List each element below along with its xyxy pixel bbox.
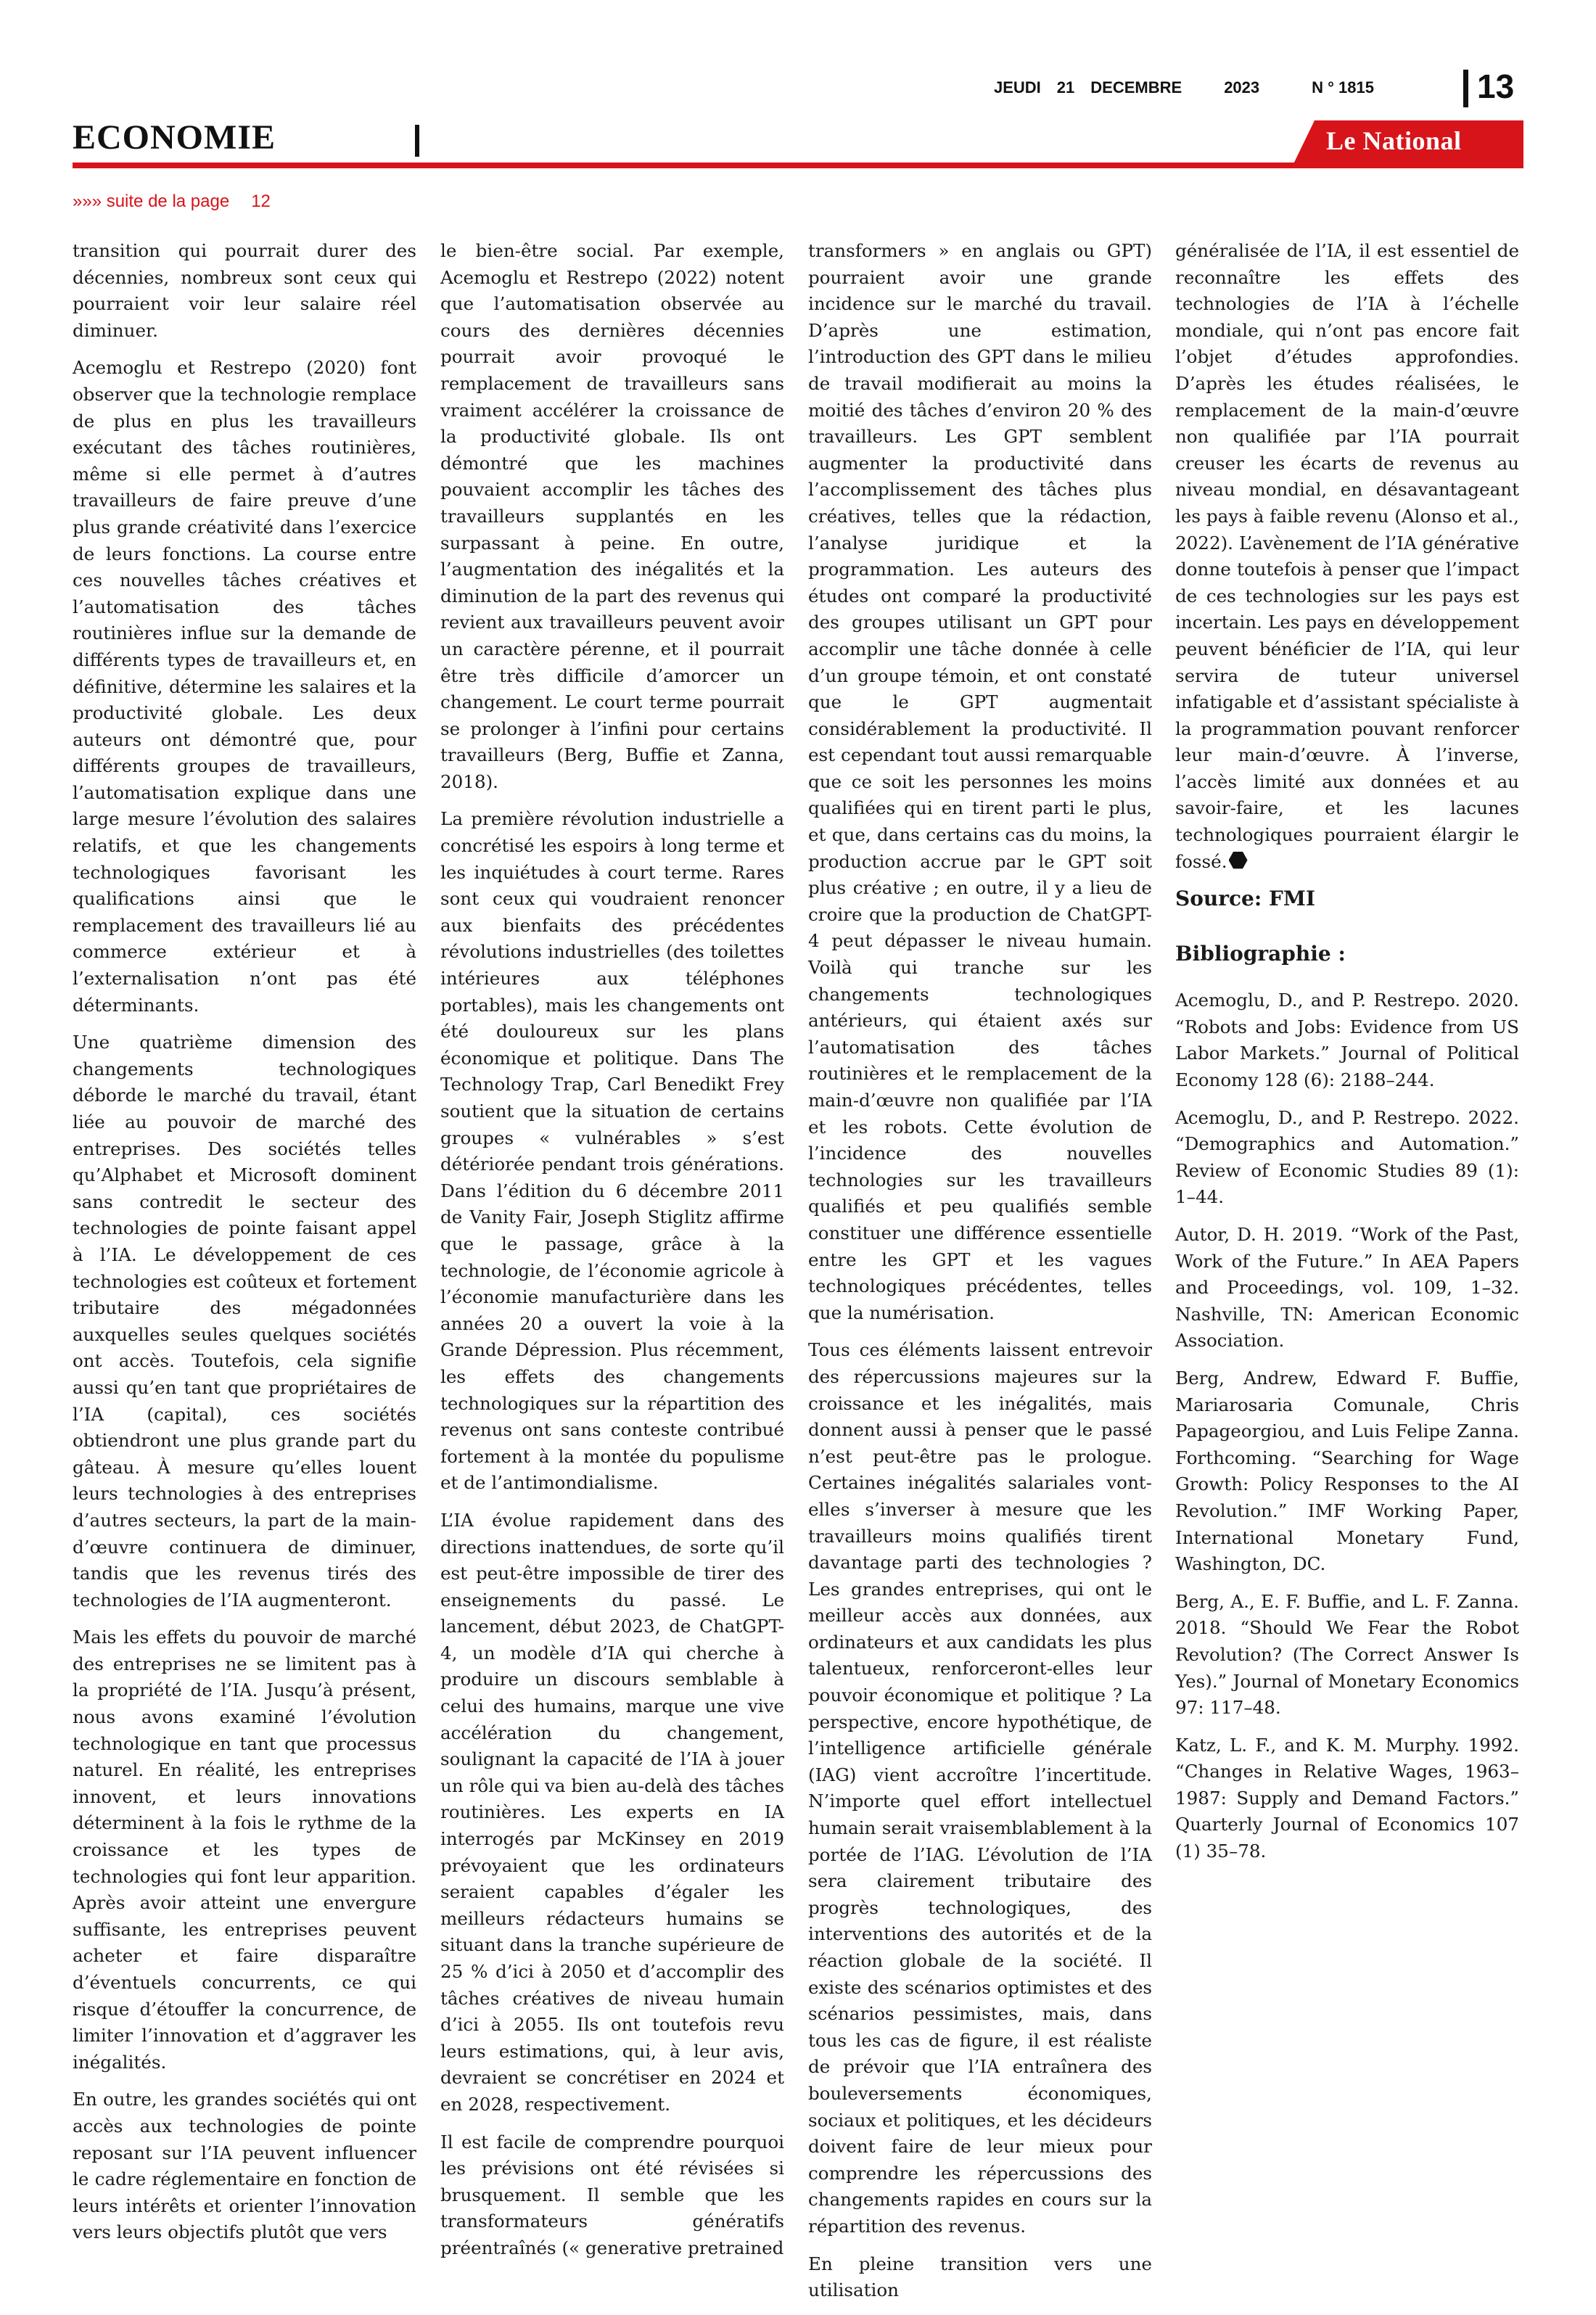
paragraph: le bien-être social. Par exemple, Acemoglu et Restrepo (2022) notent que l’automatisation observée au cours des dernières décennies pourrait avoir provoqué le remplacement de travailleurs sans vraiment accélérer la croissance de la productivité globale. Ils ont démontré que les machines pouvaient accomplir les tâches des travailleurs supplantés en les surpassant à peine. En outre, l’augmentation des inégalités et la diminution de la part des revenus qui revient aux travailleurs peuvent avoir un caractère pérenne, et il pourrait être très difficile d’amorcer un changement. Le court terme pourrait se prolonger à l’infini pour certains travailleurs (Berg, Buffie et Zanna, 2018). xyxy=(440,240,784,792)
issue-month: DECEMBRE xyxy=(1090,78,1182,96)
paragraph: Il est facile de comprendre pourquoi les prévisions ont été révisées si brusquement. Il semble que les transformateurs génératifs préentraînés (« generative pretrained xyxy=(440,2131,784,2258)
bibliography-heading: Bibliographie : xyxy=(1175,942,1346,966)
section-title: ECONOMIE xyxy=(73,118,276,157)
bibliography-list xyxy=(1175,987,1519,1864)
paragraph: transition qui pourrait durer des décennies, nombreux sont ceux qui pourraient voir leur salaire réel diminuer. xyxy=(73,240,416,341)
end-of-article-icon xyxy=(1229,851,1248,870)
bibliography-entry: Autor, D. H. 2019. “Work of the Past, Work of the Future.” In AEA Papers and Proceedings, vol. 109, 1–32. Nashville, TN: American Economic Association. xyxy=(1175,1224,1519,1352)
issue-number: N ° 1815 xyxy=(1312,78,1374,96)
paragraph: transformers » en anglais ou GPT) pourraient avoir une grande incidence sur le marché du travail. D’après une estimation, l’introduction des GPT dans le milieu de travail modifierait au moins la moitié des tâches d’environ 20 % des travailleurs. Les GPT semblent augmenter la productivité dans l’accomplissement des tâches plus créatives, telles que la rédaction, l’analyse juridique et la programmation. Les auteurs des études ont comparé la productivité des groupes utilisant un GPT pour accomplir une tâche donnée à celle d’un groupe témoin, et ont constaté que le GPT augmentait considérablement la productivité. Il est cependant tout aussi remarquable que ce soit les personnes les moins qualifiées qui en tirent parti le plus, et que, dans certains cas du moins, la production accrue par le GPT soit plus créative ; en outre, il y a lieu de croire que la production de ChatGPT-4 peut dépasser le niveau humain. Voilà qui tranche sur les changements technologiques antérieurs, qui étaient axés sur l’automatisation des tâches routinières et le remplacement de la main-d’œuvre non qualifiée par l’IA et les robots. Cette évolution de l’incidence des nouvelles technologies sur les travailleurs qualifiés et peu qualifiés semble constituer une différence essentielle entre les GPT et les vagues technologiques précédentes, telles que la numérisation. xyxy=(808,240,1152,1323)
issue-meta xyxy=(994,78,1374,97)
paragraph: La première révolution industrielle a concrétisé les espoirs à long terme et les inquiétudes à court terme. Rares sont ceux qui voudraient renoncer aux bienfaits des précédentes révolutions industrielles (des toilettes intérieures aux téléphones portables), mais les changements ont été douloureux sur les plans économique et politique. Dans The Technology Trap, Carl Benedikt Frey soutient que la situation de certains groupes « vulnérables » s’est détériorée pendant trois générations. Dans l’édition du 6 décembre 2011 de Vanity Fair, Joseph Stiglitz affirme que le passage, grâce à la technologie, de l’économie agricole à l’économie manufacturière dans les années 20 a ouvert la voie à la Grande Dépression. Plus récemment, les effets des changements technologiques sur la répartition des revenus ont sans conteste contribué fortement à la montée du populisme et de l’antimondialisme. xyxy=(440,808,784,1494)
continued-page: 12 xyxy=(251,192,271,211)
issue-day: JEUDI xyxy=(994,78,1041,96)
paragraph: En outre, les grandes sociétés qui ont accès aux technologies de pointe reposant sur l’IA peuvent influencer le cadre réglementaire en fonction de leurs intérêts et orienter l’innovation vers leurs objectifs plutôt que vers xyxy=(73,2089,416,2243)
issue-date: 21 xyxy=(1056,78,1075,96)
bibliography-entry: Berg, Andrew, Edward F. Buffie, Mariarosaria Comunale, Chris Papageorgiou, and Luis Felipe Zanna. Forthcoming. “Searching for Wage Growth: Policy Responses to the AI Revolution.” IMF Working Paper, International Monetary Fund, Washington, DC. xyxy=(1175,1367,1519,1575)
bibliography-entry: Katz, L. F., and K. M. Murphy. 1992. “Changes in Relative Wages, 1963–1987: Supply and Demand Factors.” Quarterly Journal of Economics 107 (1) 35–78. xyxy=(1175,1734,1519,1862)
paragraph: L’IA évolue rapidement dans des directions inattendues, de sorte qu’il est peut-être impossible de tirer des enseignements du passé. Le lancement, début 2023, de ChatGPT-4, un modèle d’IA qui cherche à produire un discours semblable à celui des humains, marque une vive accélération du changement, soulignant la capacité de l’IA à jouer un rôle qui va bien au-delà des tâches routinières. Les experts en IA interrogés par McKinsey en 2019 prévoyaient que les ordinateurs seraient capables d’égaler les meilleurs rédacteurs humains se situant dans la tranche supérieure de 25 % d’ici à 2050 et d’accomplir des tâches créatives de niveau humain d’ici à 2055. Ils ont toutefois revu leurs estimations, qui, à leur avis, devraient se concrétiser en 2024 et en 2028, respectivement. xyxy=(440,1509,784,2115)
bibliography-entry: Berg, A., E. F. Buffie, and L. F. Zanna. 2018. “Should We Fear the Robot Revolution? (The Correct Answer Is Yes).” Journal of Monetary Economics 97: 117–48. xyxy=(1175,1590,1519,1719)
article-column-4 xyxy=(1175,238,1519,1876)
brand-name: Le National xyxy=(1326,126,1462,155)
source-heading: Source: FMI xyxy=(1175,887,1315,911)
article-column-2 xyxy=(440,238,784,2273)
issue-year: 2023 xyxy=(1224,78,1260,96)
paragraph: Une quatrième dimension des changements technologiques déborde le marché du travail, étant liée au pouvoir de marché des entreprises. Des sociétés telles qu’Alphabet et Microsoft dominent sans contredit le secteur des technologies de pointe faisant appel à l’IA. Le développement de ces technologies est coûteux et fortement tributaire des mégadonnées auxquelles seules quelques sociétés ont accès. Toutefois, cela signifie aussi qu’en tant que propriétaires de l’IA (capital), ces sociétés obtiendront une plus grande part du gâteau. À mesure qu’elles louent leurs technologies à des entreprises d’autres secteurs, la part de la main-d’œuvre continuera de diminuer, tandis que les revenus tirés des technologies de l’IA augmenteront. xyxy=(73,1032,416,1611)
paragraph: En pleine transition vers une utilisation xyxy=(808,2253,1152,2301)
bibliography-entry: Acemoglu, D., and P. Restrepo. 2020. “Robots and Jobs: Evidence from US Labor Markets.” Journal of Political Economy 128 (6): 2188–244. xyxy=(1175,990,1519,1091)
article-column-1 xyxy=(73,238,416,2257)
page-number: 13 xyxy=(1477,67,1515,105)
article-column-3 xyxy=(808,238,1152,2315)
paragraph xyxy=(1175,238,1519,875)
bibliography-entry: Acemoglu, D., and P. Restrepo. 2022. “Demographics and Automation.” Review of Economic Studies 89 (1): 1–44. xyxy=(1175,1106,1519,1208)
continued-from xyxy=(73,192,271,212)
paragraph: Tous ces éléments laissent entrevoir des répercussions majeures sur la croissance et les inégalités, mais donnent aussi à penser que le passé n’est peut-être pas le prologue. Certaines inégalités salariales vont-elles s’inverser à mesure que les travailleurs moins qualifiés tirent davantage parti des technologies ? Les grandes entreprises, qui ont le meilleur accès aux données, aux ordinateurs et aux candidats les plus talentueux, renforceront-elles leur pouvoir économique et politique ? La perspective, encore hypothétique, de l’intelligence artificielle générale (IAG) vient accroître l’incertitude. N’importe quel effort intellectuel humain serait vraisemblablement à la portée de l’IAG. L’évolution de l’IA sera clairement tributaire des progrès technologiques, des interventions des autorités et de la réaction globale de la société. Il existe des scénarios optimistes et des scénarios pessimistes, mais, dans tous les cas de figure, il est réaliste de prévoir que l’IA entraînera des bouleversements économiques, sociaux et politiques, et les décideurs doivent faire de leur mieux pour comprendre les répercussions des changements rapides en cours sur la répartition des revenus. xyxy=(808,1339,1152,2237)
paragraph-text: généralisée de l’IA, il est essentiel de reconnaître les effets des technologies de l’IA à l’échelle mondiale, qui n’ont pas encore fait l’objet d’études approfondies. D’après les études réalisées, le remplacement de la main-d’œuvre non qualifiée par l’IA pourrait creuser les écarts de revenus au niveau mondial, en désavantageant les pays à faible revenu (Alonso et al., 2022). L’avènement de l’IA générative donne toutefois à penser que l’impact de ces technologies sur les pays est incertain. Les pays en développement peuvent bénéficier de l’IA, qui leur servira de tuteur universel infatigable et d’assistant spécialiste à la programmation pouvant renforcer leur main-d’œuvre. À l’inverse, l’accès limité aux données et au savoir-faire, et les lacunes technologiques pourraient élargir le fossé. xyxy=(1175,240,1519,872)
section-divider xyxy=(415,125,419,157)
page-number-divider xyxy=(1463,70,1468,107)
paragraph: Acemoglu et Restrepo (2020) font observer que la technologie remplace de plus en plus les travailleurs exécutant des tâches routinières, même si elle permet à d’autres travailleurs de faire preuve d’une plus grande créativité dans l’exercice de leurs fonctions. La course entre ces nouvelles tâches créatives et l’automatisation des tâches routinières influe sur la demande de différents types de travailleurs et, en définitive, détermine les salaires et la productivité globale. Les deux auteurs ont démontré que, pour différents groupes de travailleurs, l’automatisation explique dans une large mesure l’évolution des salaires relatifs, et que les changements technologiques favorisant les qualifications ainsi que le remplacement des travailleurs lié au commerce extérieur et à l’externalisation n’ont pas été déterminants. xyxy=(73,357,416,1016)
continued-label: »»» suite de la page xyxy=(73,192,230,211)
paragraph: Mais les effets du pouvoir de marché des entreprises ne se limitent pas à la propriété de l’IA. Jusqu’à présent, nous avons examiné l’évolution technologique en tant que processus naturel. En réalité, les entreprises innovent, et leurs innovations déterminent à la fois le rythme de la croissance et les types de technologies qui font leur apparition. Après avoir atteint une envergure suffisante, les entreprises peuvent acheter et faire disparaître d’éventuels concurrents, ce qui risque d’étouffer la concurrence, de limiter l’innovation et d’aggraver les inégalités. xyxy=(73,1627,416,2073)
